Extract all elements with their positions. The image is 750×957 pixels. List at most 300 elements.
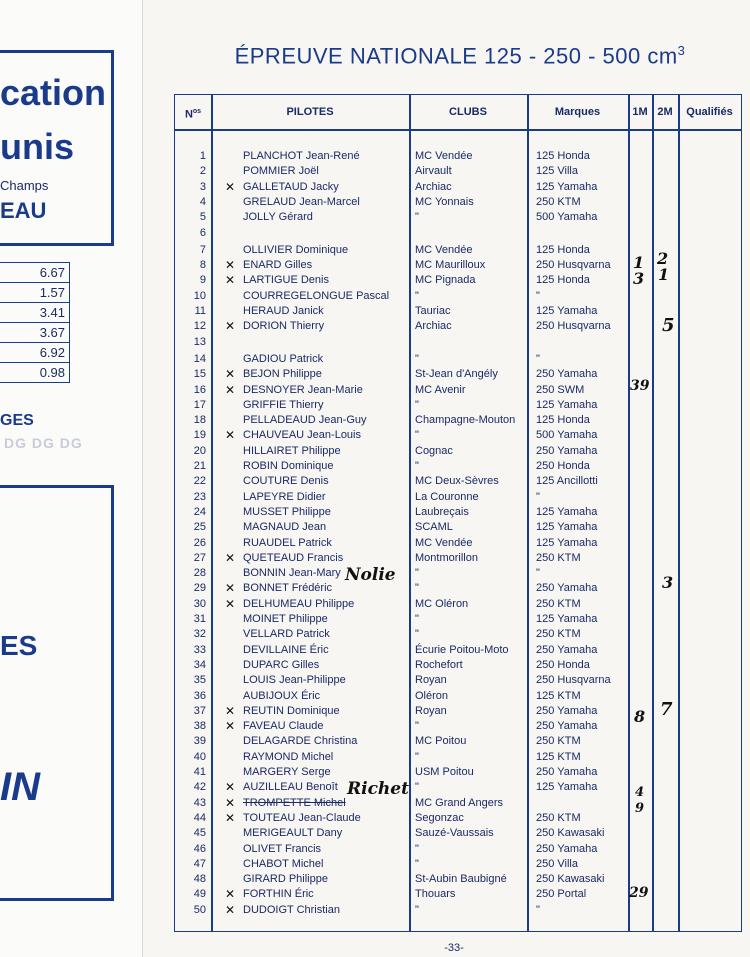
club-name: Champagne-Mouton xyxy=(415,414,516,427)
table-row xyxy=(175,398,741,413)
club-name: Tauriac xyxy=(415,305,451,317)
club-name: Laubreçais xyxy=(415,505,469,518)
handwritten-score: 39 xyxy=(630,378,650,394)
pilot-name: OLLIVIER Dominique xyxy=(243,243,349,256)
pilot-name: RUAUDEL Patrick xyxy=(243,536,332,549)
bike-brand: 125 Ancillotti xyxy=(536,475,598,488)
bike-brand: 250 Yamaha xyxy=(536,842,598,855)
bike-brand: 250 Yamaha xyxy=(536,720,598,733)
bike-brand: 250 KTM xyxy=(536,551,581,564)
club-name: La Couronne xyxy=(415,490,479,503)
row-number: 21 xyxy=(193,460,206,472)
pilot-name: LOUIS Jean-Philippe xyxy=(243,674,346,687)
club-name: " xyxy=(415,857,419,870)
bike-brand: 250 Yamaha xyxy=(536,766,598,778)
club-name: Sauzé-Vaussais xyxy=(415,827,494,840)
row-number: 12 xyxy=(193,320,206,333)
club-name: " xyxy=(415,289,419,302)
table-row xyxy=(175,149,741,164)
row-number: 33 xyxy=(193,643,206,656)
page-number: -33- xyxy=(444,942,464,954)
bike-brand: 500 Yamaha xyxy=(536,429,598,442)
club-name: MC Vendée xyxy=(415,150,473,162)
pilot-name: RAYMOND Michel xyxy=(243,750,334,763)
table-row xyxy=(175,490,741,505)
bike-brand: " xyxy=(536,352,540,365)
adjacent-number-table xyxy=(0,262,70,383)
row-number: 22 xyxy=(193,475,206,488)
table-row xyxy=(175,750,741,765)
club-name: Cognac xyxy=(415,444,453,457)
table-row xyxy=(175,551,741,566)
cross-mark-icon: ✕ xyxy=(225,550,236,565)
table-row xyxy=(175,520,741,535)
club-name: Archiac xyxy=(415,180,452,193)
table-row xyxy=(175,566,741,581)
bike-brand: 250 KTM xyxy=(536,628,581,641)
row-number: 43 xyxy=(193,796,206,809)
adjacent-title-1: cation xyxy=(0,72,107,113)
table-row xyxy=(175,180,741,195)
row-number: 30 xyxy=(193,597,206,610)
pilot-name: DUDOIGT Christian xyxy=(243,903,340,916)
row-number: 6 xyxy=(199,226,206,239)
adjacent-line-3: Champs xyxy=(0,178,49,193)
pilot-name: LAPEYRE Didier xyxy=(243,490,326,503)
header-marques: Marques xyxy=(554,106,601,118)
pilot-name: ROBIN Dominique xyxy=(243,460,334,472)
pilot-name: POMMIER Joël xyxy=(243,165,319,178)
bike-brand: 125 Honda xyxy=(536,414,590,427)
club-name: " xyxy=(415,842,419,855)
table-row xyxy=(175,842,741,857)
header-nos: $N^{os}$ xyxy=(184,108,202,121)
pilot-name: LARTIGUE Denis xyxy=(243,274,329,287)
pilot-name: AUBIJOUX Éric xyxy=(243,689,321,702)
bike-brand: 125 Honda xyxy=(536,274,590,287)
bike-brand: 250 Kawasaki xyxy=(536,873,605,886)
adjacent-number: 6.92 xyxy=(0,343,69,363)
row-number: 40 xyxy=(193,750,206,763)
row-number: 15 xyxy=(193,368,206,381)
table-row xyxy=(175,734,741,749)
bike-brand: 250 Villa xyxy=(536,857,578,870)
cross-mark-icon: ✕ xyxy=(225,319,236,334)
club-name: " xyxy=(415,613,419,625)
cross-mark-icon: ✕ xyxy=(225,719,236,734)
handwritten-note: Nolie xyxy=(345,565,396,585)
pilot-name: HILLAIRET Philippe xyxy=(243,444,341,457)
row-number: 31 xyxy=(193,613,206,625)
table-row xyxy=(175,474,741,489)
bike-brand: 250 KTM xyxy=(536,735,581,748)
club-name: Montmorillon xyxy=(415,551,478,564)
club-name: Rochefort xyxy=(415,658,463,671)
row-number: 46 xyxy=(193,842,206,855)
row-number: 32 xyxy=(193,628,206,641)
club-name: Segonzac xyxy=(415,811,464,824)
cross-mark-icon: ✕ xyxy=(225,382,236,397)
table-row xyxy=(175,627,741,642)
adjacent-number: 3.41 xyxy=(0,303,69,323)
pilot-name: CHAUVEAU Jean-Louis xyxy=(243,429,361,442)
row-number: 7 xyxy=(199,243,206,256)
club-name: SCAML xyxy=(415,521,453,534)
club-name: " xyxy=(415,211,419,224)
bike-brand: 125 Yamaha xyxy=(536,180,598,193)
club-name: " xyxy=(415,460,419,472)
row-number: 37 xyxy=(193,704,206,717)
adjacent-number: 1.57 xyxy=(0,283,69,303)
pilot-name: DUPARC Gilles xyxy=(243,658,320,671)
row-number: 5 xyxy=(199,211,206,224)
cross-mark-icon: ✕ xyxy=(225,902,236,917)
bike-brand: 250 KTM xyxy=(536,195,581,208)
handwritten-score: 2 xyxy=(657,249,669,268)
row-number: 39 xyxy=(193,735,206,748)
table-row xyxy=(175,428,741,443)
pilot-name: TROMPETTE Michel xyxy=(243,796,346,809)
pilot-name: MOINET Philippe xyxy=(243,613,328,625)
table-row xyxy=(175,226,741,241)
bike-brand: 250 Kawasaki xyxy=(536,827,605,840)
row-number: 23 xyxy=(193,490,206,503)
row-number: 42 xyxy=(193,781,206,794)
pilot-name: ENARD Gilles xyxy=(243,259,313,272)
row-number: 19 xyxy=(193,429,206,442)
table-row xyxy=(175,352,741,367)
row-number: 35 xyxy=(193,674,206,687)
bike-brand: 250 Yamaha xyxy=(536,643,598,656)
row-number: 48 xyxy=(193,873,206,886)
club-name: " xyxy=(415,628,419,641)
row-number: 27 xyxy=(193,551,206,564)
table-row xyxy=(175,872,741,887)
handwritten-score: 3 xyxy=(633,269,645,288)
table-row xyxy=(175,319,741,334)
club-name: " xyxy=(415,398,419,411)
adjacent-number: 6.67 xyxy=(0,263,69,283)
row-number: 16 xyxy=(193,383,206,396)
row-number: 3 xyxy=(199,180,206,193)
table-row xyxy=(175,195,741,210)
adjacent-title-2: unis xyxy=(0,126,75,167)
bike-brand: 250 Husqvarna xyxy=(536,320,611,333)
club-name: MC Grand Angers xyxy=(415,796,504,809)
pilot-name: HERAUD Janick xyxy=(243,305,324,317)
cross-mark-icon: ✕ xyxy=(225,596,236,611)
pilot-name: DELHUMEAU Philippe xyxy=(243,597,355,610)
bike-brand: 125 Villa xyxy=(536,165,578,178)
row-number: 26 xyxy=(193,536,206,549)
bike-brand: " xyxy=(536,289,540,302)
bike-brand: 250 Honda xyxy=(536,460,590,472)
club-name: " xyxy=(415,567,419,580)
table-row xyxy=(175,304,741,319)
pilot-name: DEVILLAINE Éric xyxy=(243,643,329,656)
table-row xyxy=(175,857,741,872)
table-row xyxy=(175,811,741,826)
row-number: 11 xyxy=(194,305,206,317)
cross-mark-icon: ✕ xyxy=(225,367,236,382)
pilot-name: MUSSET Philippe xyxy=(243,505,331,518)
row-number: 44 xyxy=(193,811,206,824)
cross-mark-icon: ✕ xyxy=(225,780,236,795)
table-row xyxy=(175,273,741,288)
pilot-name: PLANCHOT Jean-René xyxy=(243,150,360,162)
club-name: Archiac xyxy=(415,320,452,333)
bike-brand: 250 Honda xyxy=(536,658,590,671)
pilot-name: OLIVET Francis xyxy=(243,842,322,855)
club-name: " xyxy=(415,429,419,442)
table-row xyxy=(175,780,741,795)
table-row xyxy=(175,289,741,304)
row-number: 8 xyxy=(199,259,206,272)
header-pilotes: PILOTES xyxy=(286,106,334,118)
row-number: 10 xyxy=(193,289,206,302)
pilot-name: FORTHIN Éric xyxy=(243,888,314,901)
pilot-name: BONNET Frédéric xyxy=(243,582,333,595)
bike-brand: " xyxy=(536,903,540,916)
table-row xyxy=(175,796,741,811)
club-name: MC Poitou xyxy=(415,735,467,748)
header-clubs: CLUBS xyxy=(449,106,487,118)
pilot-name: CHABOT Michel xyxy=(243,857,324,870)
handwritten-score: 5 xyxy=(662,315,675,336)
pilot-name: GRELAUD Jean-Marcel xyxy=(243,195,360,208)
row-number: 41 xyxy=(193,766,206,778)
club-name: " xyxy=(415,903,419,916)
cross-mark-icon: ✕ xyxy=(225,810,236,825)
pilot-name: GALLETAUD Jacky xyxy=(243,180,339,193)
table-row xyxy=(175,658,741,673)
club-name: USM Poitou xyxy=(415,766,474,778)
row-number: 20 xyxy=(193,444,206,457)
handwritten-score: 7 xyxy=(660,699,673,720)
club-name: MC Avenir xyxy=(415,383,466,396)
bike-brand: 125 Yamaha xyxy=(536,781,598,794)
row-number: 24 xyxy=(193,505,206,518)
pilot-name: COURREGELONGUE Pascal xyxy=(243,289,390,302)
cross-mark-icon: ✕ xyxy=(225,273,236,288)
bike-brand: 250 Yamaha xyxy=(536,444,598,457)
club-name: Royan xyxy=(415,704,447,717)
bike-brand: 125 Yamaha xyxy=(536,536,598,549)
adjacent-line-4: EAU xyxy=(0,198,47,223)
table-row xyxy=(175,704,741,719)
pilot-name: QUETEAUD Francis xyxy=(243,551,344,564)
row-number: 50 xyxy=(193,903,206,916)
table-row xyxy=(175,887,741,902)
bike-brand: 125 KTM xyxy=(536,689,581,702)
bike-brand: " xyxy=(536,490,540,503)
pilot-name: PELLADEAUD Jean-Guy xyxy=(243,414,367,427)
header-2m: 2M xyxy=(657,106,673,118)
club-name: " xyxy=(415,781,419,794)
pilot-name: DESNOYER Jean-Marie xyxy=(243,383,363,396)
bike-brand: 125 Honda xyxy=(536,150,590,162)
club-name: Royan xyxy=(415,674,447,687)
bike-brand: 250 Portal xyxy=(536,888,587,901)
row-number: 49 xyxy=(193,888,206,901)
row-number: 13 xyxy=(193,335,206,348)
table-row xyxy=(175,903,741,918)
club-name: " xyxy=(415,720,419,733)
table-row xyxy=(175,459,741,474)
pilot-name: DELAGARDE Christina xyxy=(243,735,358,748)
table-row xyxy=(175,612,741,627)
club-name: Écurie Poitou-Moto xyxy=(415,643,509,656)
results-table xyxy=(174,94,742,932)
table-row xyxy=(175,643,741,658)
table-row xyxy=(175,719,741,734)
pilot-name: GIRARD Philippe xyxy=(243,873,328,886)
club-name: St-Jean d'Angély xyxy=(415,368,498,381)
table-row xyxy=(175,673,741,688)
club-name: MC Maurilloux xyxy=(415,259,486,272)
handwritten-note: Richet xyxy=(347,779,409,799)
pilot-name: AUZILLEAU Benoît xyxy=(243,781,338,794)
club-name: MC Vendée xyxy=(415,243,473,256)
handwritten-score: 1 xyxy=(633,253,645,272)
club-name: St-Aubin Baubigné xyxy=(415,873,507,886)
club-name: " xyxy=(415,352,419,365)
table-row xyxy=(175,826,741,841)
adjacent-line-5: GES xyxy=(0,412,34,429)
club-name: MC Deux-Sèvres xyxy=(415,475,499,488)
cross-mark-icon: ✕ xyxy=(225,428,236,443)
row-number: 18 xyxy=(193,414,206,427)
handwritten-score: 3 xyxy=(662,573,674,592)
table-row xyxy=(175,581,741,596)
bike-brand: 250 Husqvarna xyxy=(536,259,611,272)
row-number: 1 xyxy=(199,150,206,162)
adjacent-box-text-2: IN xyxy=(0,765,40,809)
cross-mark-icon: ✕ xyxy=(225,703,236,718)
table-row xyxy=(175,367,741,382)
club-name: MC Yonnais xyxy=(415,195,474,208)
pilot-name: DORION Thierry xyxy=(243,320,325,333)
pilot-name: MARGERY Serge xyxy=(243,766,331,778)
pilot-name: GADIOU Patrick xyxy=(243,352,324,365)
table-row xyxy=(175,689,741,704)
club-name: MC Vendée xyxy=(415,536,473,549)
row-number: 9 xyxy=(199,274,206,287)
header-qualifies: Qualifiés xyxy=(686,106,733,118)
pilot-name: REUTIN Dominique xyxy=(243,704,340,717)
pilot-name: BEJON Philippe xyxy=(243,368,322,381)
page-title: ÉPREUVE NATIONALE 125 - 250 - 500 $cm^3$ xyxy=(234,43,686,69)
bike-brand: 125 Yamaha xyxy=(536,505,598,518)
cross-mark-icon: ✕ xyxy=(225,887,236,902)
row-number: 17 xyxy=(193,398,206,411)
pilot-name: COUTURE Denis xyxy=(243,475,329,488)
handwritten-score: 8 xyxy=(634,707,646,726)
bike-brand: 250 KTM xyxy=(536,597,581,610)
club-name: Oléron xyxy=(415,689,449,702)
adjacent-box-bottom xyxy=(0,485,114,901)
adjacent-page xyxy=(0,0,143,957)
cross-mark-icon: ✕ xyxy=(225,795,236,810)
pilot-name: JOLLY Gérard xyxy=(243,211,313,224)
table-row xyxy=(175,444,741,459)
watermark: DG DG DG xyxy=(4,435,83,451)
handwritten-score: 1 xyxy=(658,265,670,284)
club-name: " xyxy=(415,582,419,595)
pilot-name: TOUTEAU Jean-Claude xyxy=(243,811,361,824)
header-1m: 1M xyxy=(632,106,648,118)
row-number: 34 xyxy=(193,658,206,671)
handwritten-score: 29 xyxy=(629,885,649,901)
bike-brand: 125 Yamaha xyxy=(536,521,598,534)
bike-brand: 250 SWM xyxy=(536,383,585,396)
pilot-name: MAGNAUD Jean xyxy=(243,521,327,534)
row-number: 47 xyxy=(193,857,206,870)
table-row xyxy=(175,164,741,179)
adjacent-box-text-1: ES xyxy=(0,630,38,661)
club-name: Thouars xyxy=(415,888,456,901)
adjacent-number: 3.67 xyxy=(0,323,69,343)
club-name: " xyxy=(415,750,419,763)
pilot-name: FAVEAU Claude xyxy=(243,720,324,733)
handwritten-score: 4 xyxy=(635,785,645,800)
bike-brand: 125 Yamaha xyxy=(536,398,598,411)
row-number: 38 xyxy=(193,720,206,733)
cross-mark-icon: ✕ xyxy=(225,258,236,273)
table-row xyxy=(175,597,741,612)
handwritten-score: 9 xyxy=(635,801,645,816)
table-row xyxy=(175,383,741,398)
club-name: MC Pignada xyxy=(415,274,476,287)
row-number: 2 xyxy=(199,165,206,178)
bike-brand: 250 KTM xyxy=(536,811,581,824)
bike-brand: 250 Yamaha xyxy=(536,368,598,381)
pilot-name: BONNIN Jean-Mary xyxy=(243,567,341,580)
bike-brand: 125 KTM xyxy=(536,750,581,763)
row-number: 29 xyxy=(193,582,206,595)
bike-brand: 250 Yamaha xyxy=(536,582,598,595)
row-number: 4 xyxy=(199,195,206,208)
bike-brand: 250 Yamaha xyxy=(536,704,598,717)
table-row xyxy=(175,335,741,350)
table-row xyxy=(175,536,741,551)
table-row xyxy=(175,505,741,520)
bike-brand: " xyxy=(536,567,540,580)
bike-brand: 250 Husqvarna xyxy=(536,674,611,687)
bike-brand: 125 Yamaha xyxy=(536,613,598,625)
table-row xyxy=(175,765,741,780)
row-number: 36 xyxy=(193,689,206,702)
adjacent-number: 0.98 xyxy=(39,365,65,380)
row-number: 25 xyxy=(193,521,206,534)
bike-brand: 125 Honda xyxy=(536,243,590,256)
cross-mark-icon: ✕ xyxy=(225,581,236,596)
pilot-name: MERIGEAULT Dany xyxy=(243,827,343,840)
bike-brand: 500 Yamaha xyxy=(536,211,598,224)
pilot-name: GRIFFIE Thierry xyxy=(243,398,324,411)
table-row xyxy=(175,413,741,428)
table-row xyxy=(175,210,741,225)
row-number: 45 xyxy=(193,827,206,840)
header-divider xyxy=(175,129,741,131)
club-name: Airvault xyxy=(415,165,452,178)
pilot-name: VELLARD Patrick xyxy=(243,628,330,641)
row-number: 28 xyxy=(193,567,206,580)
club-name: MC Oléron xyxy=(415,597,469,610)
cross-mark-icon: ✕ xyxy=(225,179,236,194)
bike-brand: 125 Yamaha xyxy=(536,305,598,317)
row-number: 14 xyxy=(193,352,206,365)
